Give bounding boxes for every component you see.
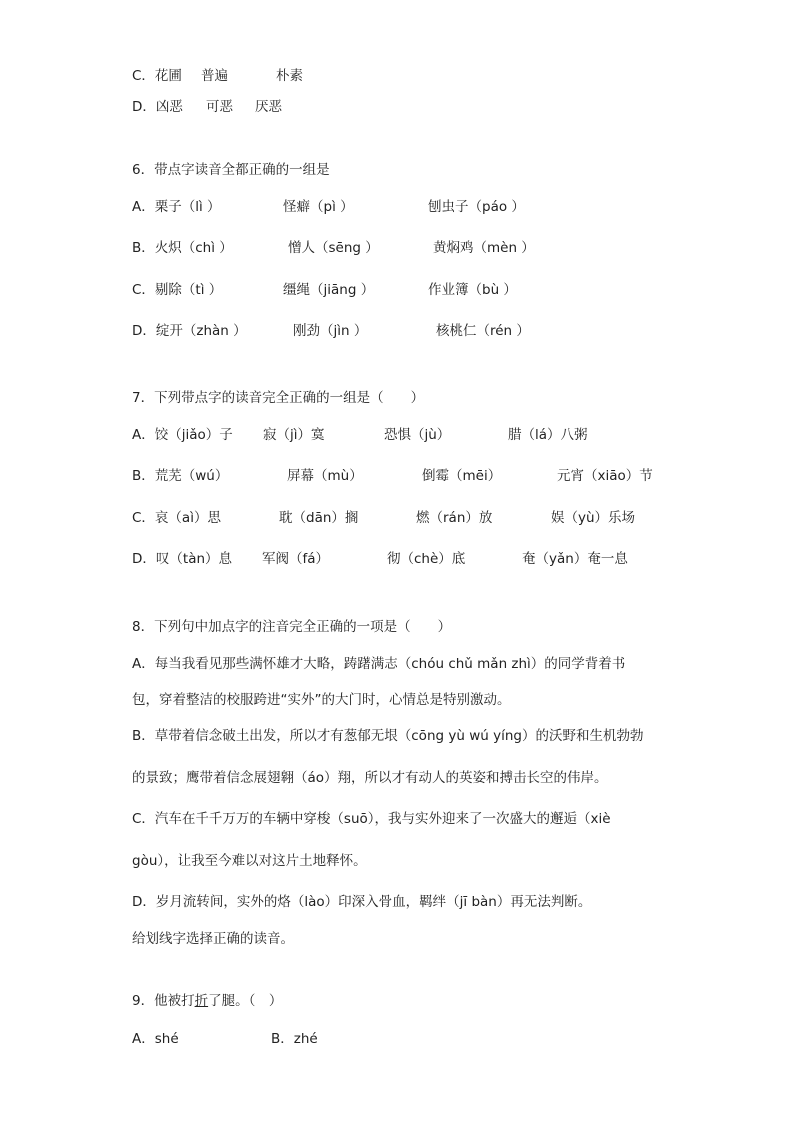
option-text: B．zhé — [271, 1031, 318, 1047]
option-text: 普遍 — [201, 68, 228, 84]
option-text: 元宵（xiāo）节 — [557, 468, 653, 484]
option-text: D．凶恶 — [132, 99, 183, 115]
option-text: 耽（dān）搁 — [279, 510, 359, 526]
option-text: A．shé — [132, 1031, 179, 1047]
option-text: 黄焖鸡（mèn ） — [433, 240, 535, 256]
option-text: 憎人（sēng ） — [288, 240, 379, 256]
option-text: 倒霉（mēi） — [422, 468, 502, 484]
option-text: B．荒芜（wú） — [132, 468, 229, 484]
option-text: 寂（jì）寞 — [263, 427, 325, 443]
option-text: D．叹（tàn）息 — [132, 551, 233, 567]
option-text: 恐惧（jù） — [384, 427, 451, 443]
question-text: 9．他被打 — [132, 993, 195, 1009]
q8-option-b-line1: B．草带着信念破土出发，所以才有葱郁无垠（cōng yù wú yíng）的沃野和生机勃勃 — [132, 728, 644, 744]
question-9 — [132, 992, 282, 1010]
option-text: 彻（chè）底 — [387, 551, 466, 567]
instruction-text: 给划线字选择正确的读音。 — [132, 931, 294, 947]
option-text: 屏幕（mù） — [287, 468, 363, 484]
question-text: 了腿。（ ） — [208, 993, 283, 1009]
q8-option-a-line2: 包，穿着整洁的校服跨进“实外”的大门时，心情总是特别激动。 — [132, 692, 511, 708]
option-text: 作业簿（bù ） — [428, 282, 517, 298]
option-text: 缰绳（jiāng ） — [283, 282, 375, 298]
q8-option-b-line2: 的景致；鹰带着信念展翅翱（áo）翔，所以才有动人的英姿和搏击长空的伟岸。 — [132, 770, 608, 786]
q8-option-a-line1: A．每当我看见那些满怀雄才大略，踌躇满志（chóu chǔ mǎn zhì）的同学背着书 — [132, 656, 626, 672]
option-text: 军阀（fá） — [262, 551, 330, 567]
option-text: 核桃仁（rén ） — [436, 323, 530, 339]
q8-option-c-line1: C．汽车在千千万万的车辆中穿梭（suō），我与实外迎来了一次盛大的邂逅（xiè — [132, 811, 611, 827]
underlined-char: 折 — [194, 993, 209, 1009]
option-text: 刚劲（jìn ） — [293, 323, 368, 339]
option-text: A．栗子（lì ） — [132, 199, 221, 215]
option-text: 可恶 — [206, 99, 233, 115]
q8-option-d: D．岁月流转间，实外的烙（lào）印深入骨血，羁绊（jī bàn）再无法判断。 — [132, 894, 592, 910]
option-text: D．绽开（zhàn ） — [132, 323, 247, 339]
option-text: C．花圃 — [132, 68, 182, 84]
option-text: B．火炽（chì ） — [132, 240, 233, 256]
option-text: 娱（yù）乐场 — [551, 510, 636, 526]
option-text: 怪癖（pì ） — [283, 199, 354, 215]
option-text: 奄（yǎn）奄一息 — [522, 551, 628, 567]
option-text: 朴素 — [276, 68, 303, 84]
question-7: 7．下列带点字的读音完全正确的一组是（ ） — [132, 390, 425, 406]
option-text: 厌恶 — [255, 99, 282, 115]
option-text: A．饺（jiǎo）子 — [132, 427, 233, 443]
option-text: C．哀（aì）思 — [132, 510, 221, 526]
question-6: 6．带点字读音全都正确的一组是 — [132, 162, 330, 178]
option-text: 燃（rán）放 — [416, 510, 493, 526]
question-8: 8．下列句中加点字的注音完全正确的一项是（ ） — [132, 619, 452, 635]
option-text: 腊（lá）八粥 — [508, 427, 588, 443]
option-text: C．剔除（tì ） — [132, 282, 223, 298]
option-text: 刨虫子（páo ） — [428, 199, 525, 215]
q8-option-c-line2: gòu），让我至今难以对这片土地释怀。 — [132, 853, 367, 869]
